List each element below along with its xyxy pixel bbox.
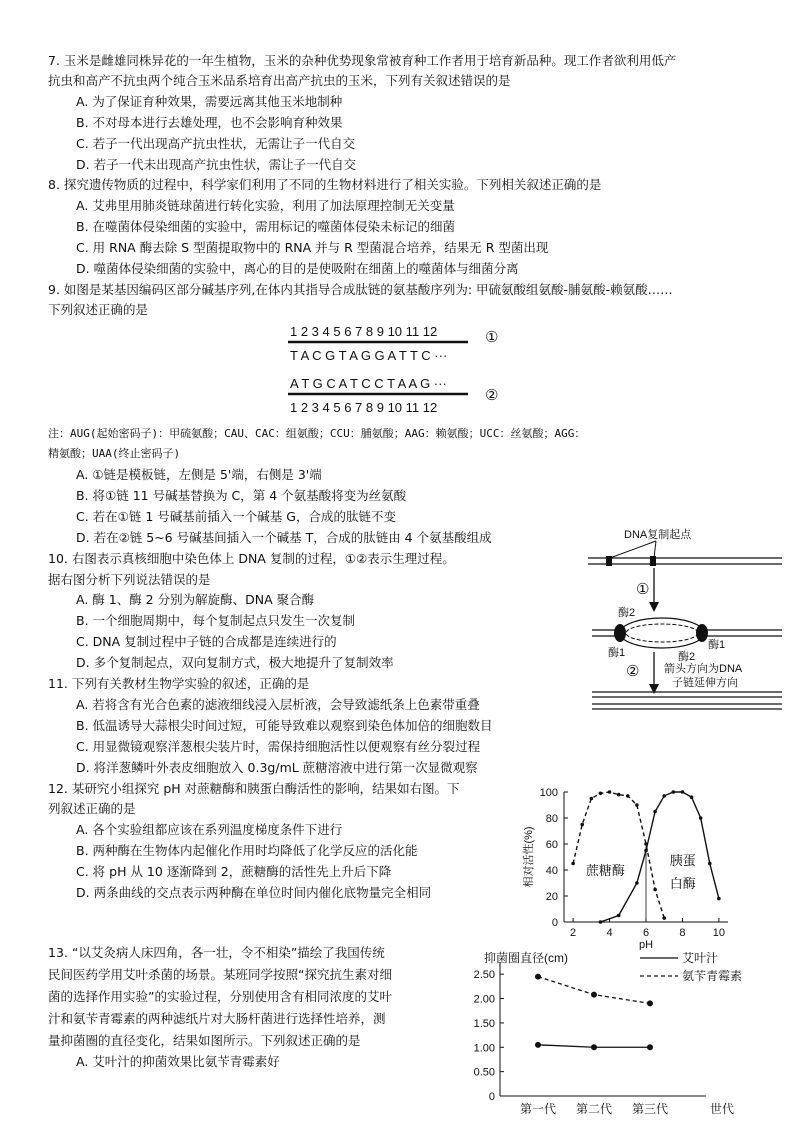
trypsin-point — [672, 790, 676, 794]
sucrase-point — [580, 823, 584, 827]
trypsin-label-line-1: 胰蛋 — [669, 852, 696, 868]
x-tick-label: 2 — [570, 927, 577, 939]
x-tick-label: 第一代 — [519, 1102, 557, 1116]
sucrase-point — [599, 792, 603, 796]
sucrase-point — [653, 888, 657, 892]
trypsin-point — [644, 849, 648, 853]
q10-option-c: C. DNA 复制过程中子链的合成都是连续进行的 — [76, 634, 337, 649]
q12-stem-cont: 列叙述正确的是 — [48, 801, 136, 816]
step-1-mark: ① — [636, 581, 650, 598]
y-tick-label: 1.50 — [473, 1017, 495, 1030]
q10-option-d: D. 多个复制起点，双向复制方式，极大地提升了复制效率 — [76, 655, 394, 670]
trypsin-point — [690, 795, 694, 799]
x-tick-label: 4 — [606, 927, 613, 939]
sucrase-point — [617, 793, 621, 797]
q8-stem: 8. 探究遗传物质的过程中，科学家们利用了不同的生物材料进行了相关实验。下列相关叙述正确的是 — [48, 177, 602, 192]
origin-label: DNA复制起点 — [624, 529, 692, 541]
enzyme-1-left-label: 酶1 — [608, 647, 626, 659]
base-numbers-top: 1 2 3 4 5 6 7 8 9 10 11 12 — [290, 324, 438, 339]
arrow-note-line-2: 子链延伸方向 — [672, 677, 738, 689]
q12-option-c: C. 将 pH 从 10 逐渐降到 2，蔗糖酶的活性先上升后下降 — [76, 864, 392, 879]
q8-option-d: D. 噬菌体侵染细菌的实验中，离心的目的是使吸附在细菌上的噬菌体与细菌分离 — [76, 261, 519, 276]
ph-activity-chart — [512, 782, 742, 950]
strand-1-mark: ① — [485, 329, 499, 346]
q7-option-a: A. 为了保证育种效果，需要远离其他玉米地制种 — [76, 94, 343, 109]
q10-stem-cont: 据右图分析下列说法错误的是 — [48, 572, 211, 587]
x-axis-label: 世代 — [709, 1102, 735, 1116]
strand-1-sequence: T A C G T A G G A T T C ··· — [290, 348, 448, 363]
trypsin-point — [662, 794, 666, 798]
q13-stem-cont-2: 菌的选择作用实验”的实验过程，分别使用含有相同浓度的艾叶 — [48, 989, 392, 1004]
strand-2-mark: ② — [485, 387, 499, 404]
q7-option-c: C. 若子一代出现高产抗虫性状，无需让子一代自交 — [76, 136, 356, 151]
q9-note-cont: 精氨酸；UAA(终止密码子) — [48, 447, 181, 460]
aiye-juice-point — [647, 1044, 653, 1050]
sucrase-label: 蔗糖酶 — [585, 863, 625, 879]
q8-option-c: C. 用 RNA 酶去除 S 型菌提取物中的 RNA 并与 R 型菌混合培养，结果无 R 型菌出现 — [76, 240, 549, 255]
replication-bubble-outer — [620, 618, 704, 648]
q9-option-a: A. ①链是模板链，左侧是 5'端，右侧是 3'端 — [76, 467, 322, 482]
aiye-juice-point — [591, 1044, 597, 1050]
q9-option-d: D. 若在②链 5~6 号碱基间插入一个碱基 T，合成的肽链由 4 个氨基酸组成 — [76, 530, 492, 545]
q9-stem-cont: 下列叙述正确的是 — [48, 302, 149, 317]
y-tick-label: 0.50 — [473, 1066, 495, 1079]
q13-stem-cont-3: 汁和氨苄青霉素的两种滤纸片对大肠杆菌进行选择性培养，测 — [48, 1011, 386, 1026]
trypsin-point — [599, 920, 603, 924]
trypsin-label-line-2: 白酶 — [669, 876, 696, 892]
q8-option-a: A. 艾弗里用肺炎链球菌进行转化实验，利用了加法原理控制无关变量 — [76, 198, 455, 213]
ampicillin-line — [538, 977, 650, 1004]
replication-bubble-inner — [626, 624, 698, 642]
sucrase-curve — [573, 792, 664, 918]
origin-marker-1 — [606, 556, 612, 566]
q7-stem: 7. 玉米是雌雄同株异花的一年生植物，玉米的杂种优势现象常被育种工作者用于培育新品种。现工作者欲利用低产 — [48, 53, 677, 68]
q12-option-d: D. 两条曲线的交点表示两种酶在单位时间内催化底物量完全相同 — [76, 885, 432, 900]
origin-pointer-right — [654, 541, 656, 558]
q7-option-d: D. 若子一代未出现高产抗虫性状，需让子一代自交 — [76, 157, 357, 172]
step-2-mark: ② — [626, 663, 640, 680]
q12-option-a: A. 各个实验组都应该在系列温度梯度条件下进行 — [76, 822, 343, 837]
sucrase-point — [635, 803, 639, 807]
inhibition-zone-chart — [460, 950, 780, 1120]
enzyme-blob-left — [614, 624, 626, 642]
dna-replication-figure — [588, 524, 784, 714]
q11-option-c: C. 用显微镜观察洋葱根尖装片时，需保持细胞活性以便观察有丝分裂过程 — [76, 739, 481, 754]
trypsin-point — [653, 810, 657, 814]
legend-label: 氨苄青霉素 — [682, 969, 743, 983]
ampicillin-point — [591, 992, 597, 998]
q11-option-a: A. 若将含有光合色素的滤液细线浸入层析液，会导致滤纸条上色素带重叠 — [76, 697, 480, 712]
q10-option-b: B. 一个细胞周期中，每个复制起点只发生一次复制 — [76, 613, 356, 628]
q13-stem-cont-1: 民间医药学用艾叶杀菌的场景。某班同学按照“探究抗生素对细 — [48, 967, 392, 982]
arrow-note-line-1: 箭头方向为DNA — [664, 663, 743, 675]
ampicillin-point — [535, 974, 541, 980]
x-tick-label: 6 — [642, 927, 650, 939]
origin-pointer-left — [610, 541, 656, 558]
q13-option-a: A. 艾叶汁的抑菌效果比氨苄青霉素好 — [76, 1054, 280, 1069]
q13-stem-cont-4: 量抑菌圈的直径变化，结果如图所示。下列叙述正确的是 — [48, 1033, 361, 1048]
x-axis-label: pH — [638, 939, 654, 950]
q9-option-b: B. 将①链 11 号碱基替换为 C，第 4 个氨基酸将变为丝氨酸 — [76, 488, 407, 503]
y-tick-label: 2.50 — [473, 969, 495, 982]
y-tick-label: 20 — [545, 891, 558, 903]
y-axis-label: 抑菌圈直径(cm) — [484, 951, 568, 965]
sucrase-point — [626, 794, 630, 798]
trypsin-point — [635, 881, 639, 885]
y-tick-label: 0 — [551, 917, 558, 929]
trypsin-point — [708, 862, 712, 866]
q12-option-b: B. 两种酶在生物体内起催化作用时均降低了化学反应的活化能 — [76, 843, 418, 858]
x-tick-label: 8 — [679, 927, 686, 939]
y-axis-label: 相对活性(%) — [523, 826, 535, 888]
x-tick-label: 第二代 — [575, 1102, 613, 1116]
q10-stem: 10. 右图表示真核细胞中染色体上 DNA 复制的过程，①②表示生理过程。 — [48, 551, 455, 566]
aiye-juice-point — [535, 1042, 541, 1048]
legend-label: 艾叶汁 — [682, 951, 719, 965]
q9-note: 注：AUG(起始密码子)：甲硫氨酸；CAU、CAC：组氨酸；CCU：脯氨酸；AAG：赖氨酸；UCC：丝氨酸；AGG： — [48, 427, 586, 440]
enzyme-2-top-label: 酶2 — [618, 607, 636, 619]
q7-stem-cont: 抗虫和高产不抗虫两个纯合玉米品系培育出高产抗虫的玉米，下列有关叙述错误的是 — [48, 73, 511, 88]
trypsin-point — [617, 914, 621, 918]
trypsin-point — [717, 897, 721, 901]
x-tick-label: 10 — [712, 927, 726, 939]
y-tick-label: 40 — [545, 865, 558, 877]
y-tick-label: 2.00 — [473, 993, 495, 1006]
q8-option-b: B. 在噬菌体侵染细菌的实验中，需用标记的噬菌体侵染未标记的细菌 — [76, 219, 456, 234]
enzyme-blob-right — [696, 624, 708, 642]
sucrase-point — [608, 790, 612, 794]
q13-stem: 13. “以艾灸病人床四角，各一壮，令不相染”描绘了我国传统 — [48, 945, 385, 960]
q10-option-a: A. 酶 1、酶 2 分别为解旋酶、DNA 聚合酶 — [76, 592, 315, 607]
q9-option-c: C. 若在①链 1 号碱基前插入一个碱基 G，合成的肽链不变 — [76, 509, 396, 524]
sucrase-point — [571, 862, 575, 866]
q12-stem: 12. 某研究小组探究 pH 对蔗糖酶和胰蛋白酶活性的影响，结果如右图。下 — [48, 781, 460, 796]
q7-option-b: B. 不对母本进行去雄处理，也不会影响育种效果 — [76, 115, 343, 130]
y-tick-label: 60 — [545, 839, 558, 851]
origin-marker-2 — [650, 556, 656, 566]
q11-option-d: D. 将洋葱鳞叶外表皮细胞放入 0.3g/mL 蔗糖溶液中进行第一次显微观察 — [76, 760, 478, 775]
sucrase-point — [662, 916, 666, 920]
base-numbers-bottom: 1 2 3 4 5 6 7 8 9 10 11 12 — [290, 400, 438, 415]
y-tick-label: 1.00 — [473, 1042, 495, 1055]
y-tick-label: 100 — [539, 787, 558, 799]
x-tick-label: 第三代 — [631, 1102, 669, 1116]
strand-2-sequence: A T G C A T C C T A A G ··· — [290, 376, 447, 391]
y-tick-label: 80 — [545, 813, 558, 825]
sucrase-point — [590, 797, 594, 801]
q11-stem: 11. 下列有关教材生物学实验的叙述，正确的是 — [48, 676, 310, 691]
q11-option-b: B. 低温诱导大蒜根尖时间过短，可能导致难以观察到染色体加倍的细胞数目 — [76, 718, 493, 733]
y-tick-label: 0 — [488, 1091, 495, 1103]
enzyme-2-bottom-label: 酶2 — [678, 651, 696, 663]
step-1-arrowhead — [649, 602, 659, 612]
dna-sequence-figure — [280, 322, 520, 422]
ampicillin-point — [647, 1000, 653, 1006]
enzyme-1-right-label: 酶1 — [708, 639, 726, 651]
trypsin-point — [699, 816, 703, 820]
q9-stem: 9. 如图是某基因编码区部分碱基序列,在体内其指导合成肽链的氨基酸序列为: 甲硫氨酸组氨酸-脯氨酸-赖氨酸…… — [48, 282, 673, 297]
trypsin-point — [681, 790, 685, 794]
